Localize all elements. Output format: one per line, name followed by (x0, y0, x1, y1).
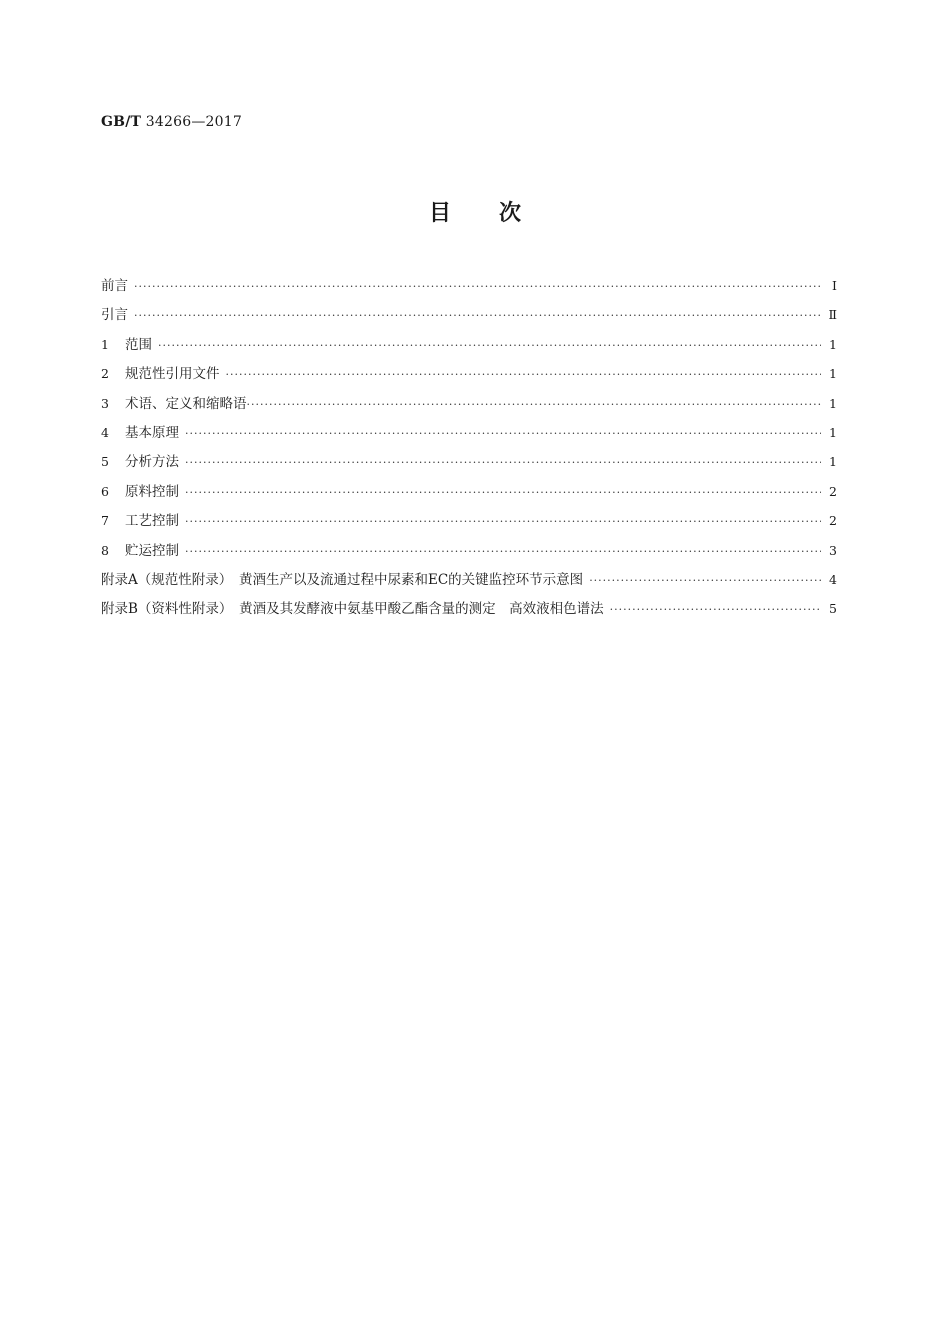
standard-code-number: 34266—2017 (145, 114, 242, 130)
toc-entry-page: 1 (829, 395, 837, 411)
toc-dot-leader (185, 456, 821, 469)
toc-entry-title: 基本原理 (125, 424, 179, 441)
toc-entry-page: 1 (829, 336, 837, 352)
page-title: 目次 (428, 201, 569, 226)
toc-entry-4[interactable] (101, 421, 837, 450)
toc-entry-introduction[interactable] (101, 303, 837, 332)
toc-entry-number: 3 (101, 395, 109, 411)
toc-entry-page: 1 (829, 454, 837, 470)
toc-entry-page: 1 (829, 366, 837, 382)
toc-entry-title: 规范性引用文件 (125, 366, 220, 383)
toc-entry-page: 4 (829, 571, 837, 587)
toc-entry-page: Ⅱ (828, 307, 837, 323)
toc-entry-5[interactable] (101, 450, 837, 479)
toc-entry-number: 6 (101, 483, 109, 499)
toc-entry-page: 1 (829, 424, 837, 440)
toc-entry-preface[interactable] (101, 274, 837, 303)
toc-dot-leader (185, 427, 821, 440)
toc-entry-appendix-b[interactable] (101, 597, 837, 626)
toc-entry-page: 2 (829, 513, 837, 529)
toc-entry-title: 原料控制 (125, 483, 179, 500)
toc-entry-title: 引言 (101, 307, 128, 324)
toc-entry-number: 5 (101, 454, 109, 470)
toc-entry-page: 5 (829, 601, 837, 617)
toc-entry-3[interactable] (101, 392, 837, 421)
toc-entry-8[interactable] (101, 539, 837, 568)
toc-entry-title: 范围 (125, 336, 152, 353)
toc-entry-7[interactable] (101, 509, 837, 538)
toc-dot-leader (589, 574, 821, 587)
toc-entry-number: 7 (101, 513, 109, 529)
standard-code (101, 114, 242, 130)
toc-dot-leader (158, 339, 821, 352)
toc-entry-page: Ⅰ (832, 278, 837, 293)
toc-entry-page: 3 (829, 542, 837, 558)
toc-entry-number: 1 (101, 336, 109, 352)
toc-dot-leader (134, 280, 821, 293)
toc-entry-title: 附录A（规范性附录） 黄酒生产以及流通过程中尿素和EC的关键监控环节示意图 (101, 571, 584, 588)
toc-entry-title: 术语、定义和缩略语 (125, 395, 247, 412)
toc-entry-page: 2 (829, 483, 837, 499)
toc-entry-title: 附录B（资料性附录） 黄酒及其发酵液中氨基甲酸乙酯含量的测定 高效液相色谱法 (101, 601, 604, 618)
standard-code-prefix: GB/T (101, 114, 142, 130)
toc-dot-leader (226, 368, 822, 381)
toc-entry-title: 贮运控制 (125, 542, 179, 559)
toc-entry-1[interactable] (101, 333, 837, 362)
toc-dot-leader (247, 398, 822, 411)
toc-entry-number: 8 (101, 542, 109, 558)
toc-entry-title: 分析方法 (125, 454, 179, 471)
table-of-contents (101, 274, 837, 627)
toc-dot-leader (185, 545, 821, 558)
toc-entry-appendix-a[interactable] (101, 568, 837, 597)
toc-dot-leader (610, 603, 821, 616)
toc-dot-leader (134, 309, 821, 322)
toc-entry-title: 前言 (101, 278, 128, 294)
toc-entry-2[interactable] (101, 362, 837, 391)
toc-entry-number: 4 (101, 424, 109, 440)
toc-dot-leader (185, 515, 821, 528)
toc-entry-6[interactable] (101, 480, 837, 509)
toc-entry-title: 工艺控制 (125, 513, 179, 530)
toc-dot-leader (185, 486, 821, 499)
toc-entry-number: 2 (101, 366, 109, 382)
